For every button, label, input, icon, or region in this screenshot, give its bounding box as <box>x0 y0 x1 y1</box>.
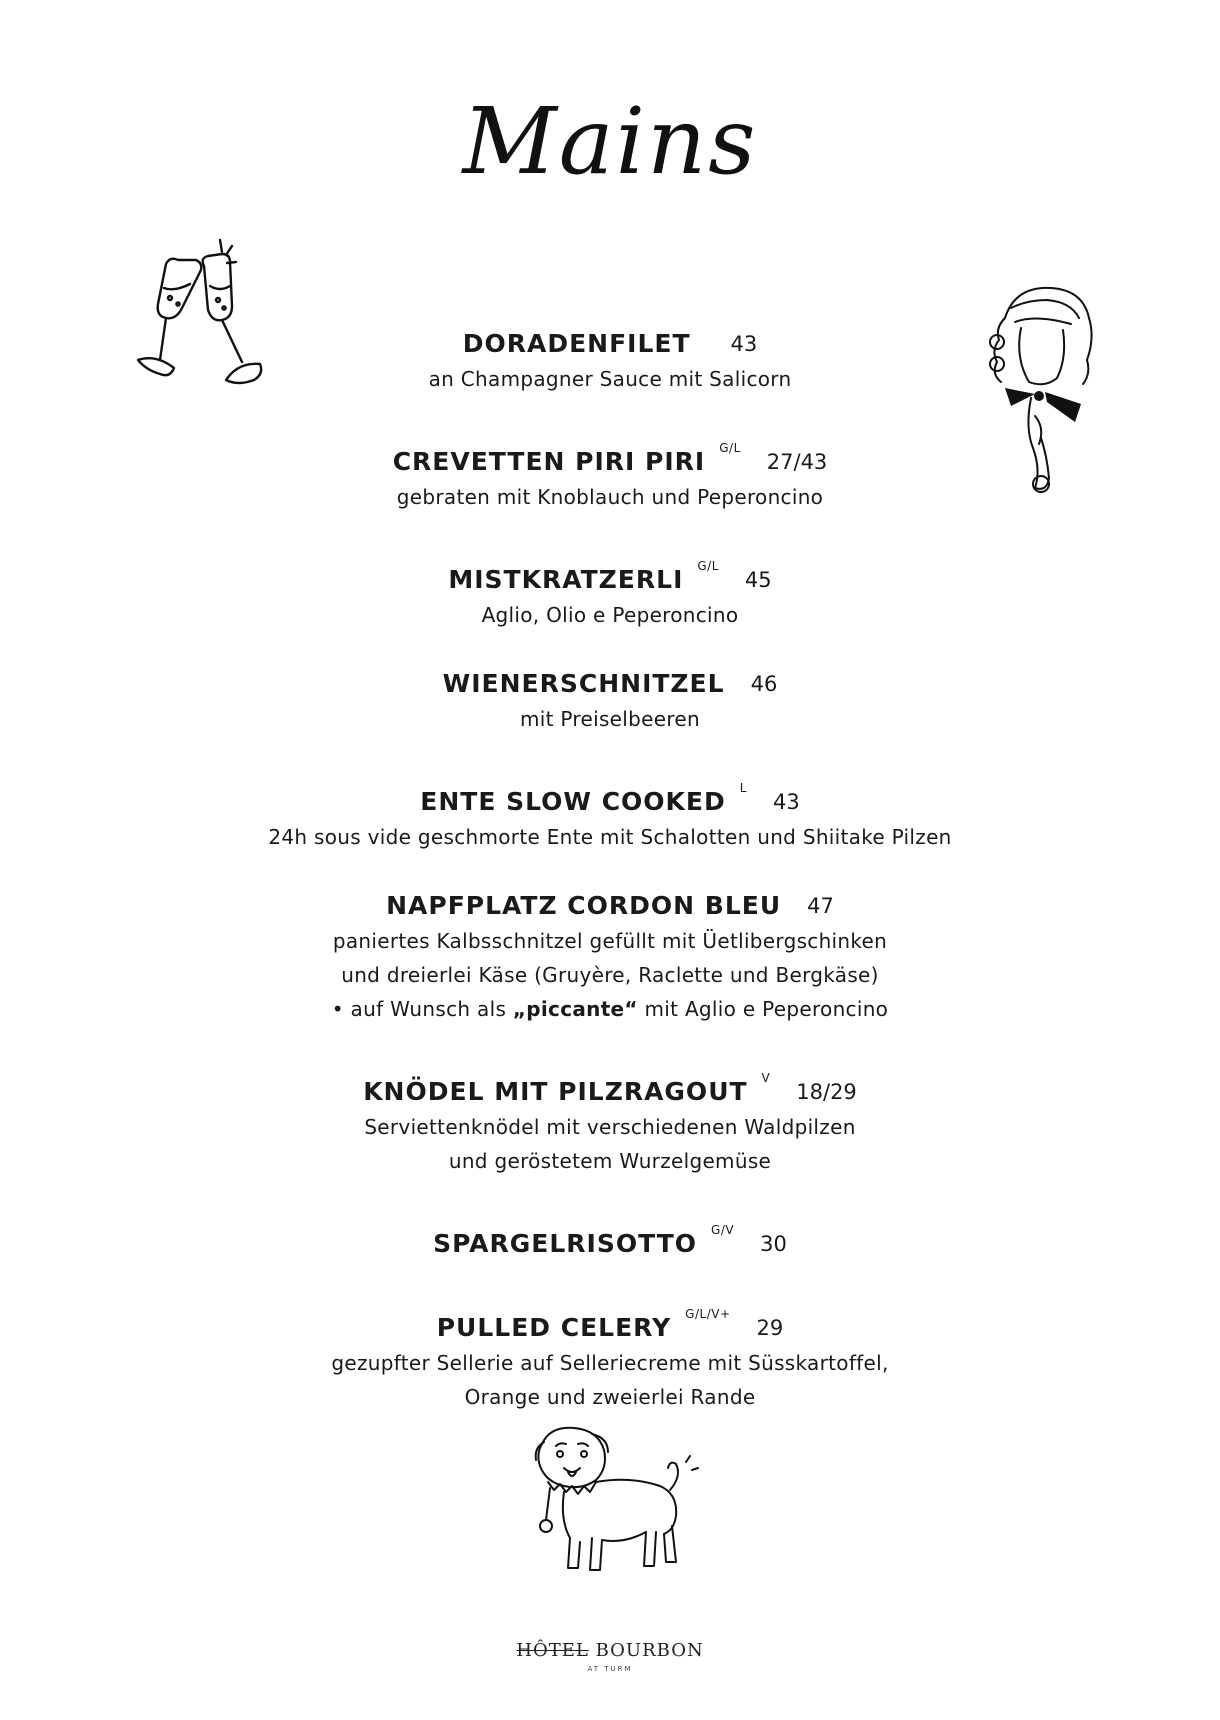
dish-price: 43 <box>772 790 800 814</box>
option-highlight: „piccante“ <box>512 997 638 1021</box>
menu-list <box>0 312 1220 1414</box>
dish-tag: V <box>761 1071 771 1085</box>
dish-price: 30 <box>760 1232 787 1256</box>
dish-name: NAPFPLATZ CORDON BLEU <box>386 891 782 920</box>
dish-name: SPARGELRISOTTO <box>433 1229 698 1258</box>
dish-name: DORADENFILET <box>462 329 691 358</box>
menu-item <box>0 1060 1220 1178</box>
dish-name: CREVETTEN PIRI PIRI <box>392 447 706 476</box>
dish-description: gebraten mit Knoblauch und Peperoncino <box>396 485 824 509</box>
dish-price: 47 <box>807 894 834 918</box>
dish-price: 46 <box>750 672 778 696</box>
dish-tag: G/V <box>711 1223 735 1237</box>
dish-tag: G/L/V+ <box>685 1307 731 1321</box>
dish-description: 24h sous vide geschmorte Ente mit Schalotten und Shiitake Pilzen <box>268 825 952 849</box>
dish-name: ENTE SLOW COOKED <box>420 787 726 816</box>
page-title: Mains <box>462 88 758 195</box>
dish-price: 29 <box>756 1316 784 1340</box>
dish-description: gezupfter Sellerie auf Selleriecreme mit Süsskartoffel, <box>331 1351 889 1375</box>
menu-item <box>0 888 1220 1026</box>
dish-description: Aglio, Olio e Peperoncino <box>481 603 739 627</box>
dish-description: und dreierlei Käse (Gruyère, Raclette und Bergkäse) <box>341 963 879 987</box>
dish-description: paniertes Kalbsschnitzel gefüllt mit Üetlibergschinken <box>332 929 888 953</box>
option-suffix: mit Aglio e Peperoncino <box>637 997 889 1021</box>
dish-price: 45 <box>744 568 772 592</box>
menu-item <box>0 770 1220 854</box>
logo-wordmark <box>0 1640 1220 1661</box>
menu-item <box>0 548 1220 632</box>
dish-tag: G/L <box>719 441 741 455</box>
dish-description: an Champagner Sauce mit Salicorn <box>428 367 792 391</box>
menu-item <box>0 1296 1220 1414</box>
logo-subtitle: AT TURM <box>587 1665 633 1673</box>
pug-dog-icon <box>520 1420 700 1580</box>
dish-tag: L <box>739 781 747 795</box>
dish-description: Serviettenknödel mit verschiedenen Waldpilzen <box>364 1115 856 1139</box>
menu-item <box>0 430 1220 514</box>
dish-description: mit Preiselbeeren <box>519 707 701 731</box>
dish-description: Orange und zweierlei Rande <box>464 1385 756 1409</box>
logo-name: BOURBON <box>595 1640 704 1661</box>
option-prefix: • auf Wunsch als <box>331 997 513 1021</box>
menu-item <box>0 666 1220 736</box>
menu-item <box>0 1212 1220 1262</box>
dish-price: 43 <box>730 332 758 356</box>
dish-description: und geröstetem Wurzelgemüse <box>448 1149 772 1173</box>
menu-item <box>0 312 1220 396</box>
hotel-logo <box>0 1640 1220 1673</box>
dish-price: 18/29 <box>796 1080 857 1104</box>
logo-hotel: HÔTEL <box>516 1640 589 1661</box>
dish-name: KNÖDEL MIT PILZRAGOUT <box>363 1077 748 1106</box>
dish-name: MISTKRATZERLI <box>448 565 684 594</box>
dish-name: WIENERSCHNITZEL <box>442 669 725 698</box>
dish-tag: G/L <box>697 559 719 573</box>
dish-name: PULLED CELERY <box>436 1313 672 1342</box>
dish-price: 27/43 <box>766 450 828 474</box>
dish-option <box>0 992 1220 1026</box>
